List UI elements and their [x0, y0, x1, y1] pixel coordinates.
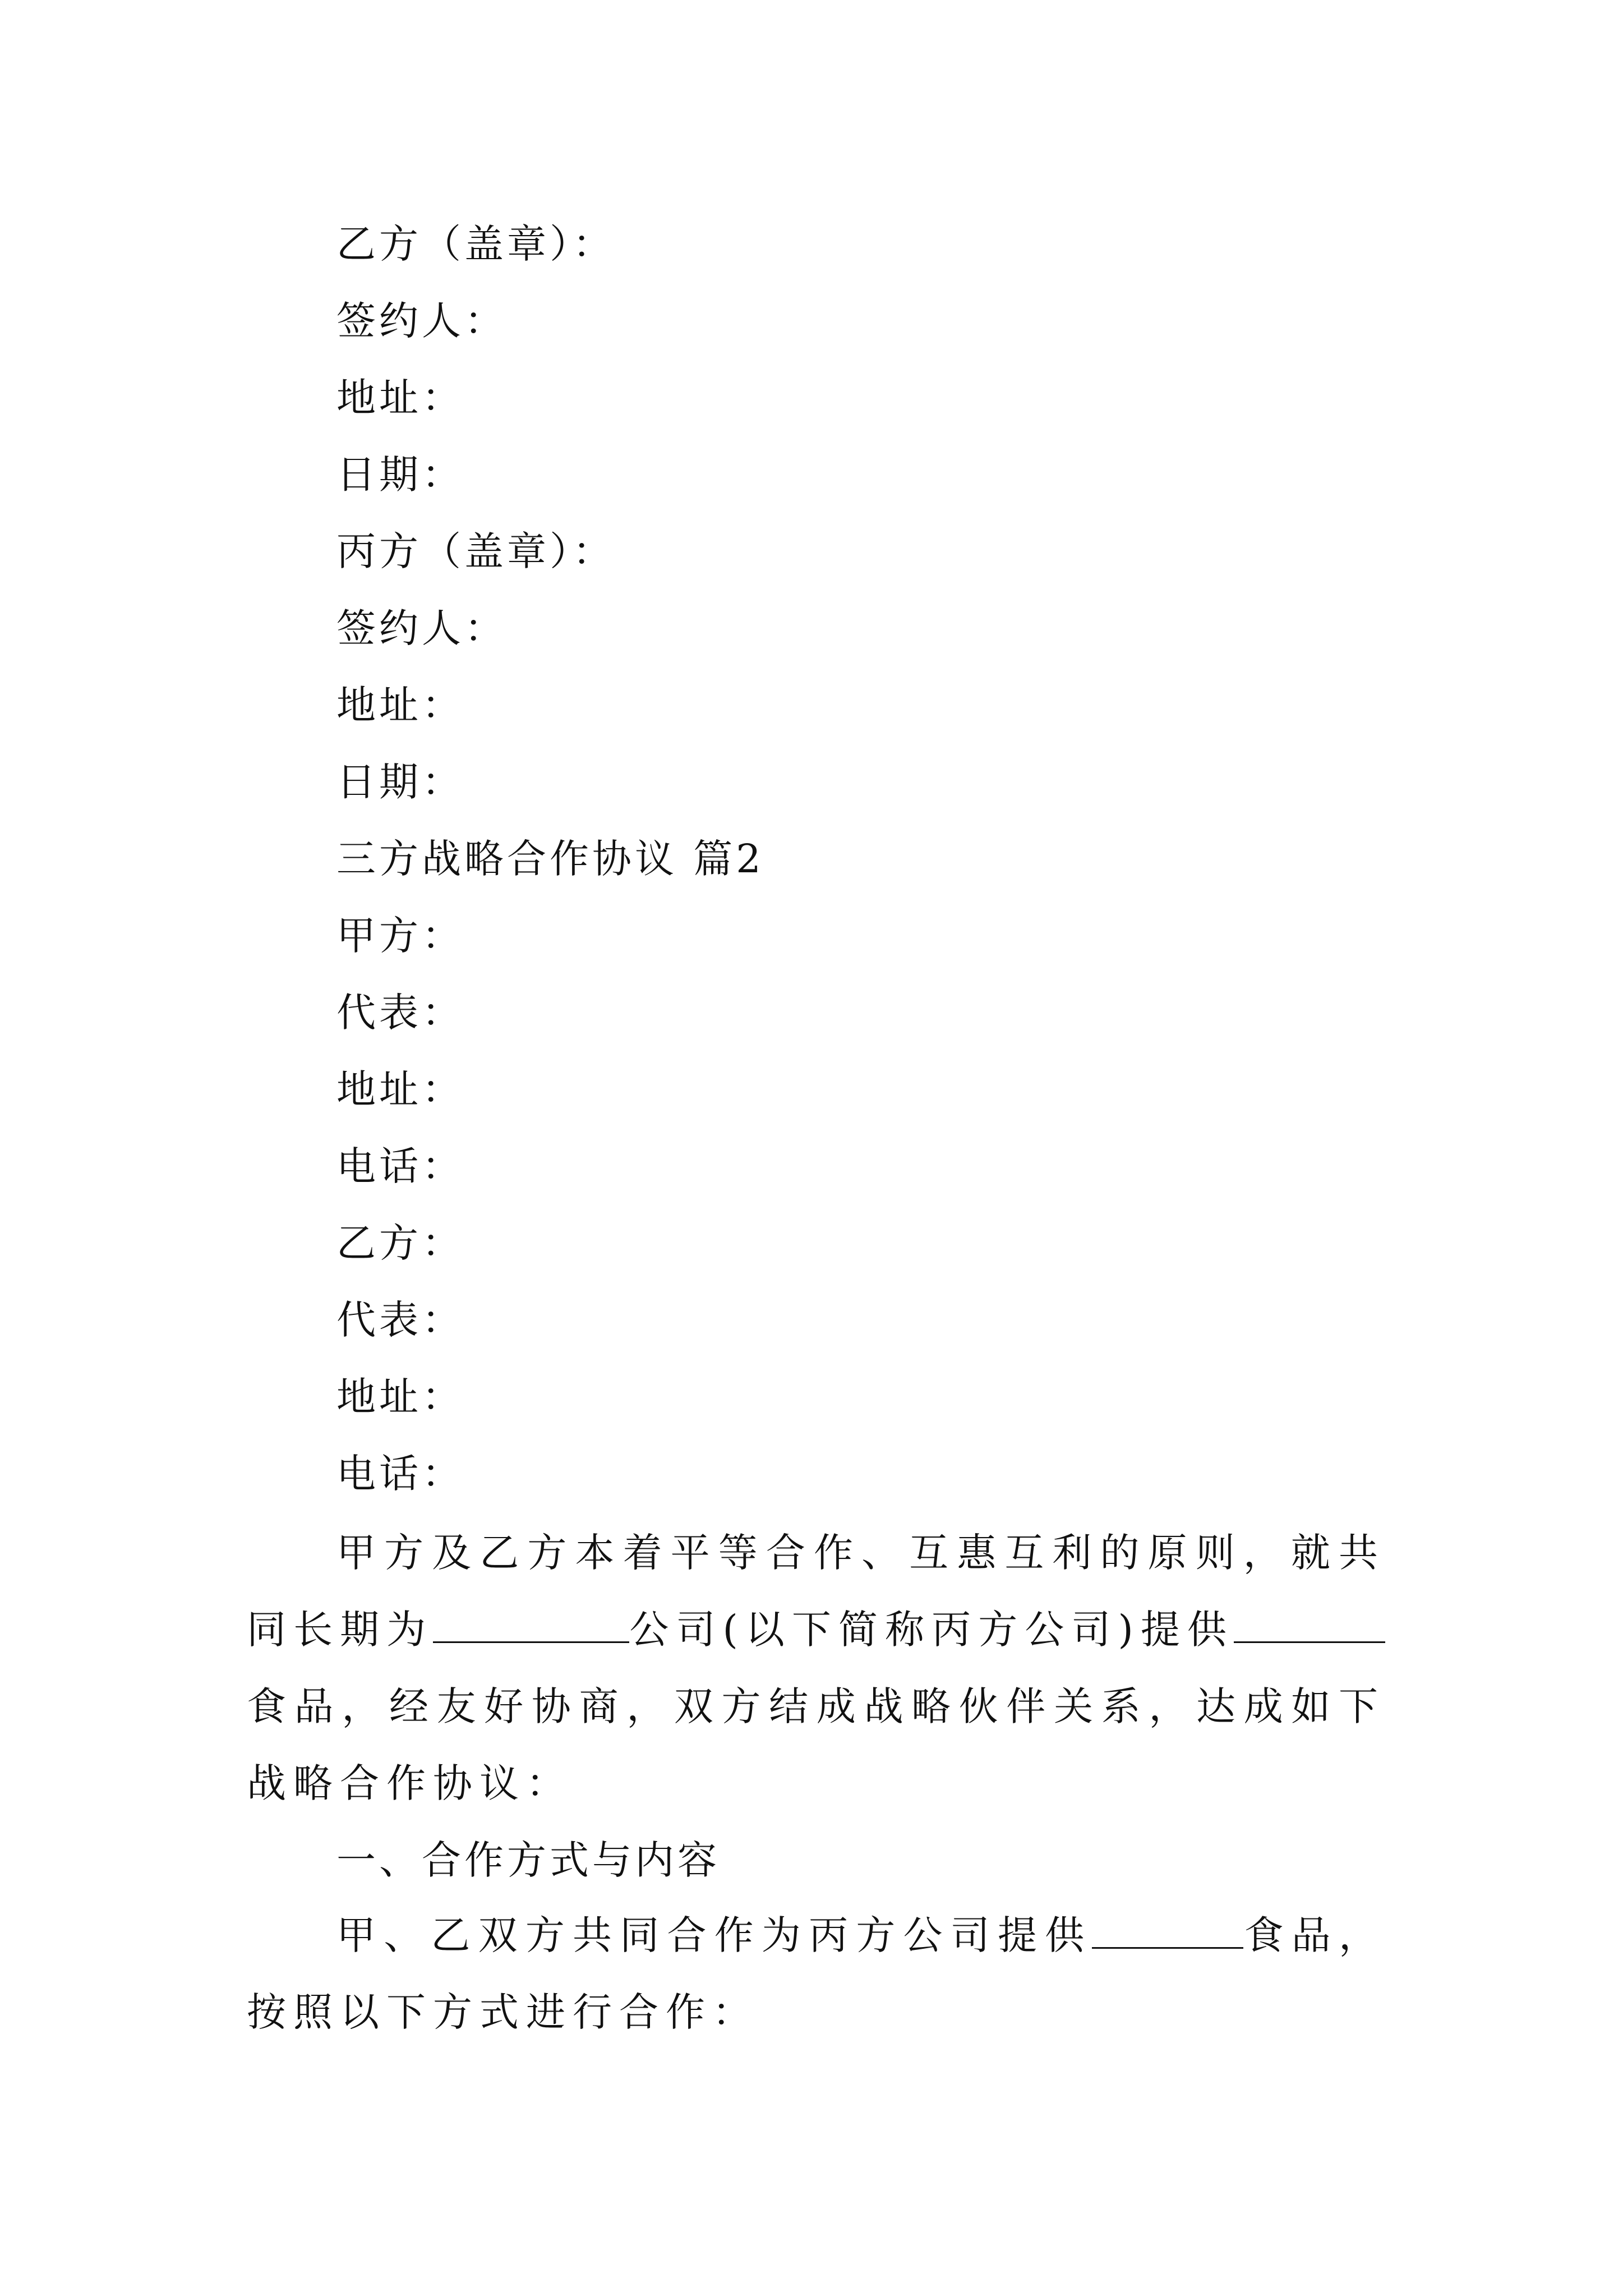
food-type-blank-2 — [1092, 1911, 1243, 1949]
intro-text-1: 甲方及乙方本着平等合作、互惠互利的原则，就共同长期为 — [247, 1530, 1385, 1653]
intro-text-2: 公司(以下简称丙方公司)提供 — [629, 1607, 1234, 1653]
coop-text-1: 甲、乙双方共同合作为丙方公司提供 — [336, 1912, 1092, 1958]
party-a-phone-label: 电话： — [336, 1143, 464, 1189]
party-b-address-label: 地址： — [336, 375, 464, 421]
section-title: 三方战略合作协议 篇2 — [336, 836, 764, 882]
intro-text-3: 食品，经友好协商，双方结成战略伙伴关系，达成如下战略合作协议： — [247, 1683, 1385, 1806]
party-a-label: 甲方： — [336, 913, 464, 959]
coop-text-2: 食品，按照以下方式进行合作： — [247, 1912, 1386, 2035]
party-b-seal-label: 乙方（盖章）： — [336, 221, 615, 267]
party-b-signatory-label: 签约人： — [336, 298, 507, 344]
party-c-address-label: 地址： — [336, 682, 464, 728]
party-b-date-label: 日期： — [336, 452, 464, 498]
company-name-blank — [433, 1605, 629, 1643]
party-c-date-label: 日期： — [336, 759, 464, 805]
party-c-seal-label: 丙方（盖章）： — [336, 528, 615, 574]
party-b-representative-label: 代表： — [336, 1297, 464, 1343]
party-a-address-label: 地址： — [336, 1066, 464, 1112]
cooperation-paragraph — [247, 1897, 1385, 2051]
food-type-blank — [1234, 1605, 1385, 1643]
party-a-representative-label: 代表： — [336, 990, 464, 1036]
agreement-intro-paragraph — [247, 1515, 1385, 1822]
section-heading-cooperation: 一、合作方式与内容 — [336, 1837, 720, 1883]
party-b-phone-label: 电话： — [336, 1451, 464, 1497]
party-c-signatory-label: 签约人： — [336, 605, 507, 651]
party-b-label: 乙方： — [336, 1220, 464, 1266]
party-b-address-label-2: 地址： — [336, 1374, 464, 1420]
